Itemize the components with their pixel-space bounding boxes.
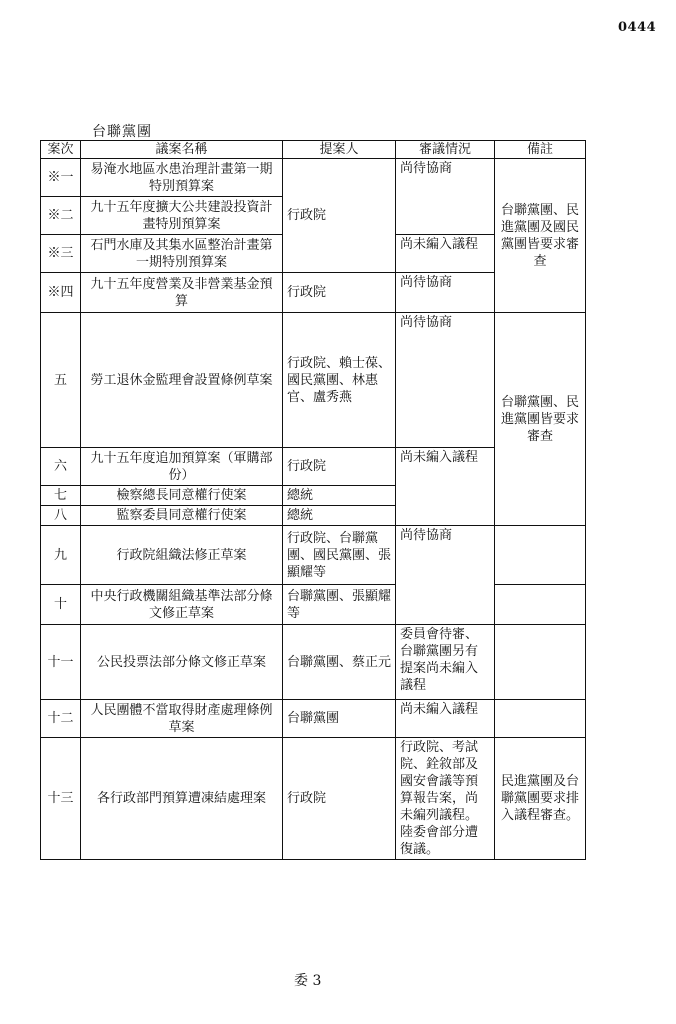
status: 尚待協商	[396, 159, 495, 235]
bill-name: 易淹水地區水患治理計畫第一期特別預算案	[81, 159, 283, 197]
proposer: 行政院、台聯黨團、國民黨團、張顯耀等	[283, 526, 396, 585]
case-no: 九	[41, 526, 81, 585]
note: 民進黨團及台聯黨團要求排入議程審查。	[495, 738, 586, 860]
bill-table	[40, 140, 586, 860]
bill-name: 行政院組織法修正草案	[81, 526, 283, 585]
page-number: 0444	[618, 20, 657, 35]
bill-name: 各行政部門預算遭凍結處理案	[81, 738, 283, 860]
proposer: 總統	[283, 486, 396, 506]
case-no: 十	[41, 585, 81, 625]
case-no: ※三	[41, 235, 81, 273]
case-no: 八	[41, 506, 81, 526]
case-no: 十三	[41, 738, 81, 860]
caucus-title: 台聯黨團	[92, 124, 152, 140]
bill-name: 九十五年度營業及非營業基金預算	[81, 273, 283, 313]
case-no: 十一	[41, 625, 81, 700]
table-row	[41, 585, 586, 625]
status: 委員會待審、台聯黨團另有提案尚未編入議程	[396, 625, 495, 700]
bill-name: 監察委員同意權行使案	[81, 506, 283, 526]
status: 尚未編入議程	[396, 700, 495, 738]
table-row	[41, 313, 586, 448]
case-no: 十二	[41, 700, 81, 738]
table-row	[41, 526, 586, 585]
proposer: 台聯黨團、張顯耀等	[283, 585, 396, 625]
table-row	[41, 738, 586, 860]
status: 行政院、考試院、銓敘部及國安會議等預算報告案，尚未編列議程。陸委會部分遭復議。	[396, 738, 495, 860]
case-no: 五	[41, 313, 81, 448]
bill-name: 中央行政機關組織基準法部分條文修正草案	[81, 585, 283, 625]
bill-name: 檢察總長同意權行使案	[81, 486, 283, 506]
bill-name: 人民團體不當取得財產處理條例草案	[81, 700, 283, 738]
note: 台聯黨團、民進黨團皆要求審查	[495, 313, 586, 526]
case-no: ※一	[41, 159, 81, 197]
case-no: 六	[41, 448, 81, 486]
header-proposer: 提案人	[283, 141, 396, 159]
case-no: ※二	[41, 197, 81, 235]
bill-name: 公民投票法部分條文修正草案	[81, 625, 283, 700]
note: 台聯黨團、民進黨團及國民黨團皆要求審查	[495, 159, 586, 313]
proposer: 行政院	[283, 273, 396, 313]
bill-name: 勞工退休金監理會設置條例草案	[81, 313, 283, 448]
proposer: 行政院、賴士葆、國民黨團、林惠官、盧秀燕	[283, 313, 396, 448]
bill-name: 九十五年度擴大公共建設投資計畫特別預算案	[81, 197, 283, 235]
proposer: 行政院	[283, 738, 396, 860]
note-empty	[495, 526, 586, 585]
table-row	[41, 625, 586, 700]
note-empty	[495, 625, 586, 700]
header-name: 議案名稱	[81, 141, 283, 159]
header-no: 案次	[41, 141, 81, 159]
header-note: 備註	[495, 141, 586, 159]
proposer: 總統	[283, 506, 396, 526]
proposer: 台聯黨團	[283, 700, 396, 738]
proposer: 行政院	[283, 448, 396, 486]
status: 尚未編入議程	[396, 448, 495, 526]
case-no: ※四	[41, 273, 81, 313]
table-row	[41, 159, 586, 197]
page-footer: 委 3	[294, 973, 322, 989]
table-header-row	[41, 141, 586, 159]
status: 尚待協商	[396, 313, 495, 448]
table-row	[41, 700, 586, 738]
bill-name: 九十五年度追加預算案（軍購部份）	[81, 448, 283, 486]
bill-name: 石門水庫及其集水區整治計畫第一期特別預算案	[81, 235, 283, 273]
status: 尚待協商	[396, 526, 495, 625]
note-empty	[495, 700, 586, 738]
status: 尚未編入議程	[396, 235, 495, 273]
case-no: 七	[41, 486, 81, 506]
proposer: 台聯黨團、蔡正元	[283, 625, 396, 700]
status: 尚待協商	[396, 273, 495, 313]
note-empty	[495, 585, 586, 625]
header-status: 審議情況	[396, 141, 495, 159]
proposer: 行政院	[283, 159, 396, 273]
